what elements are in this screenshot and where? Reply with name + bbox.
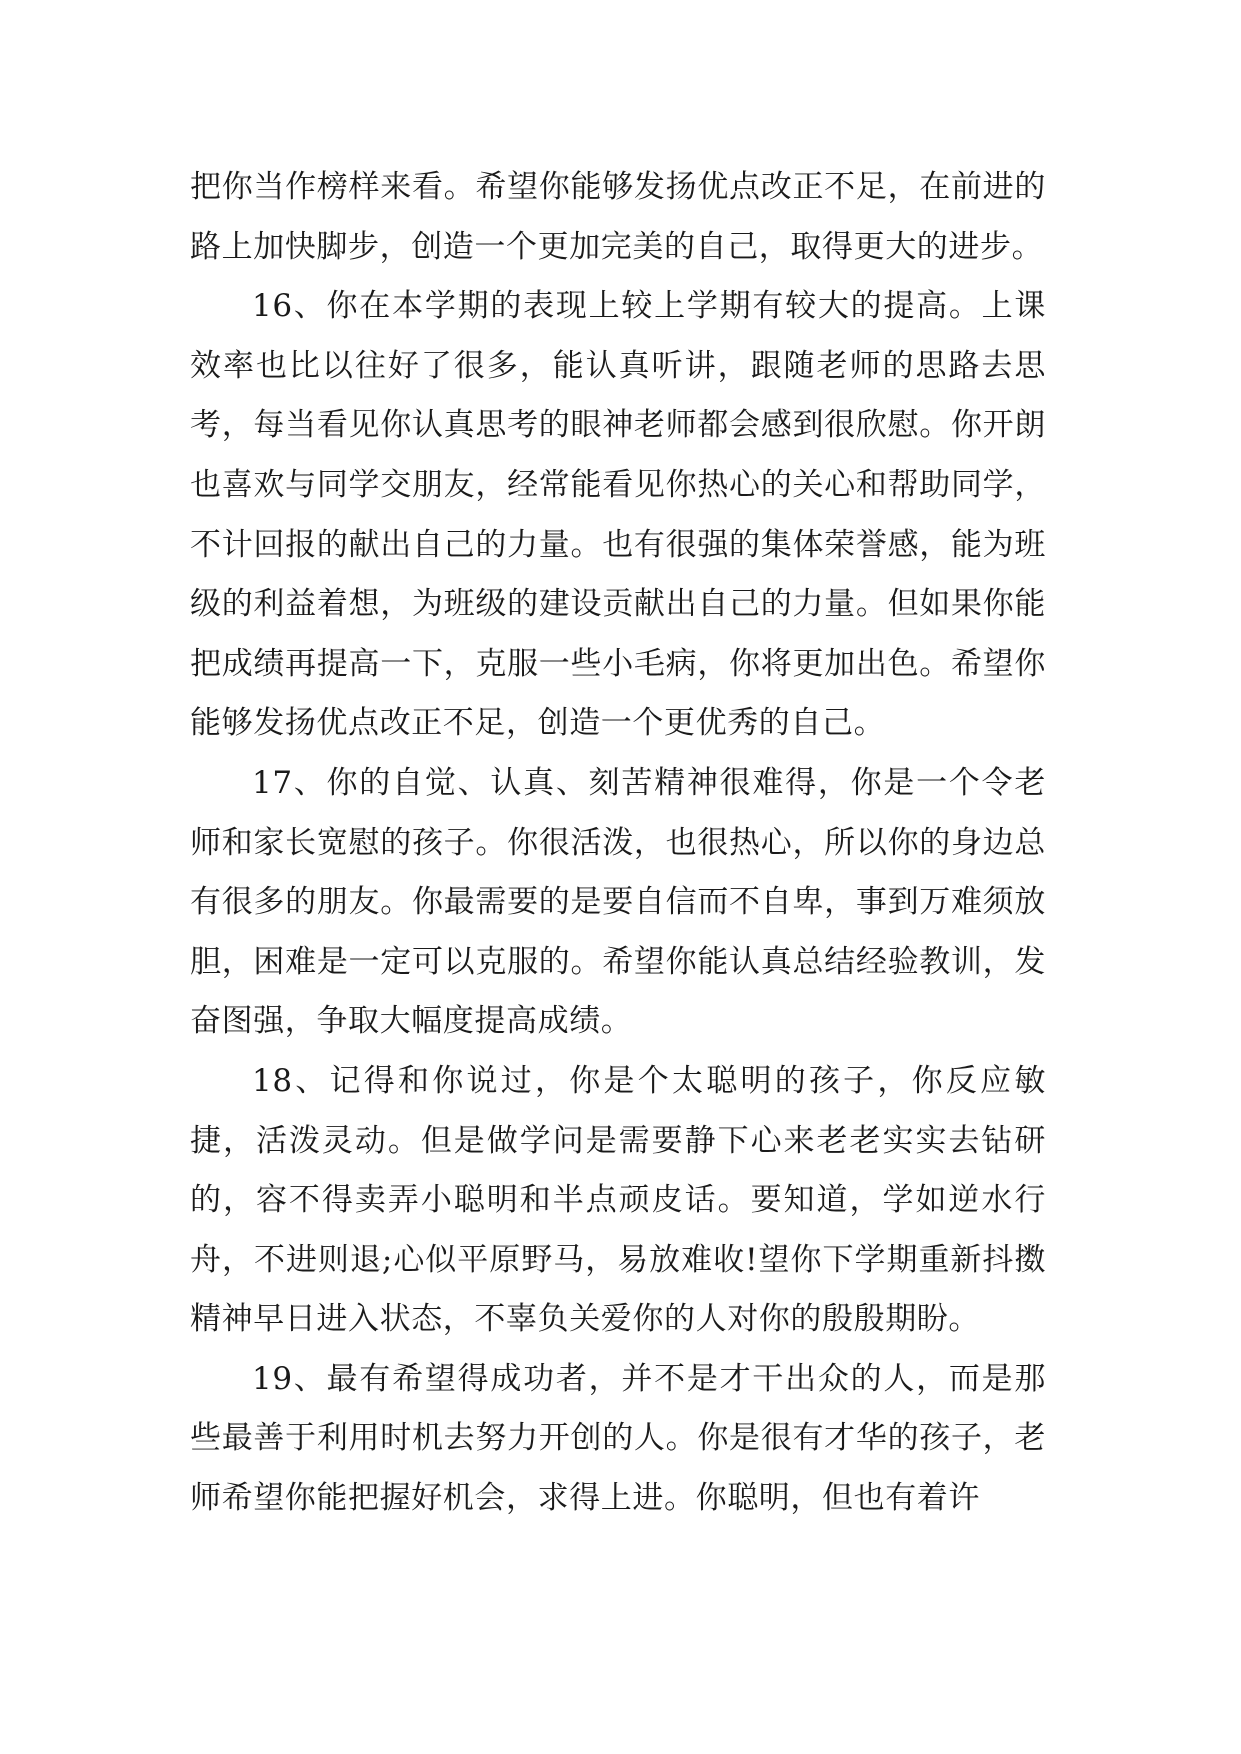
paragraph-item-18: 18、记得和你说过，你是个太聪明的孩子，你反应敏捷，活泼灵动。但是做学问是需要静下心来老老实实去钻研的，容不得卖弄小聪明和半点顽皮话。要知道，学如逆水行舟，不进则退;心似平原野马，易放难收!望你下学期重新抖擞精神早日进入状态，不辜负关爱你的人对你的殷殷期盼。 <box>190 1062 1046 1338</box>
paragraph-item-19: 19、最有希望得成功者，并不是才干出众的人，而是那些最善于利用时机去努力开创的人。你是很有才华的孩子，老师希望你能把握好机会，求得上进。你聪明，但也有着许 <box>190 1360 1046 1517</box>
paragraph-continuation: 把你当作榜样来看。希望你能够发扬优点改正不足，在前进的路上加快脚步，创造一个更加完美的自己，取得更大的进步。 <box>190 169 1046 265</box>
paragraph-item-17: 17、你的自觉、认真、刻苦精神很难得，你是一个令老师和家长宽慰的孩子。你很活泼，也很热心，所以你的身边总有很多的朋友。你最需要的是要自信而不自卑，事到万难须放胆，困难是一定可以克服的。希望你能认真总结经验教训，发奋图强，争取大幅度提高成绩。 <box>190 764 1046 1040</box>
document-page <box>190 158 1046 1529</box>
paragraph-item-16: 16、你在本学期的表现上较上学期有较大的提高。上课效率也比以往好了很多，能认真听讲，跟随老师的思路去思考，每当看见你认真思考的眼神老师都会感到很欣慰。你开朗也喜欢与同学交朋友，经常能看见你热心的关心和帮助同学，不计回报的献出自己的力量。也有很强的集体荣誉感，能为班级的利益着想，为班级的建设贡献出自己的力量。但如果你能把成绩再提高一下，克服一些小毛病，你将更加出色。希望你能够发扬优点改正不足，创造一个更优秀的自己。 <box>190 288 1046 742</box>
